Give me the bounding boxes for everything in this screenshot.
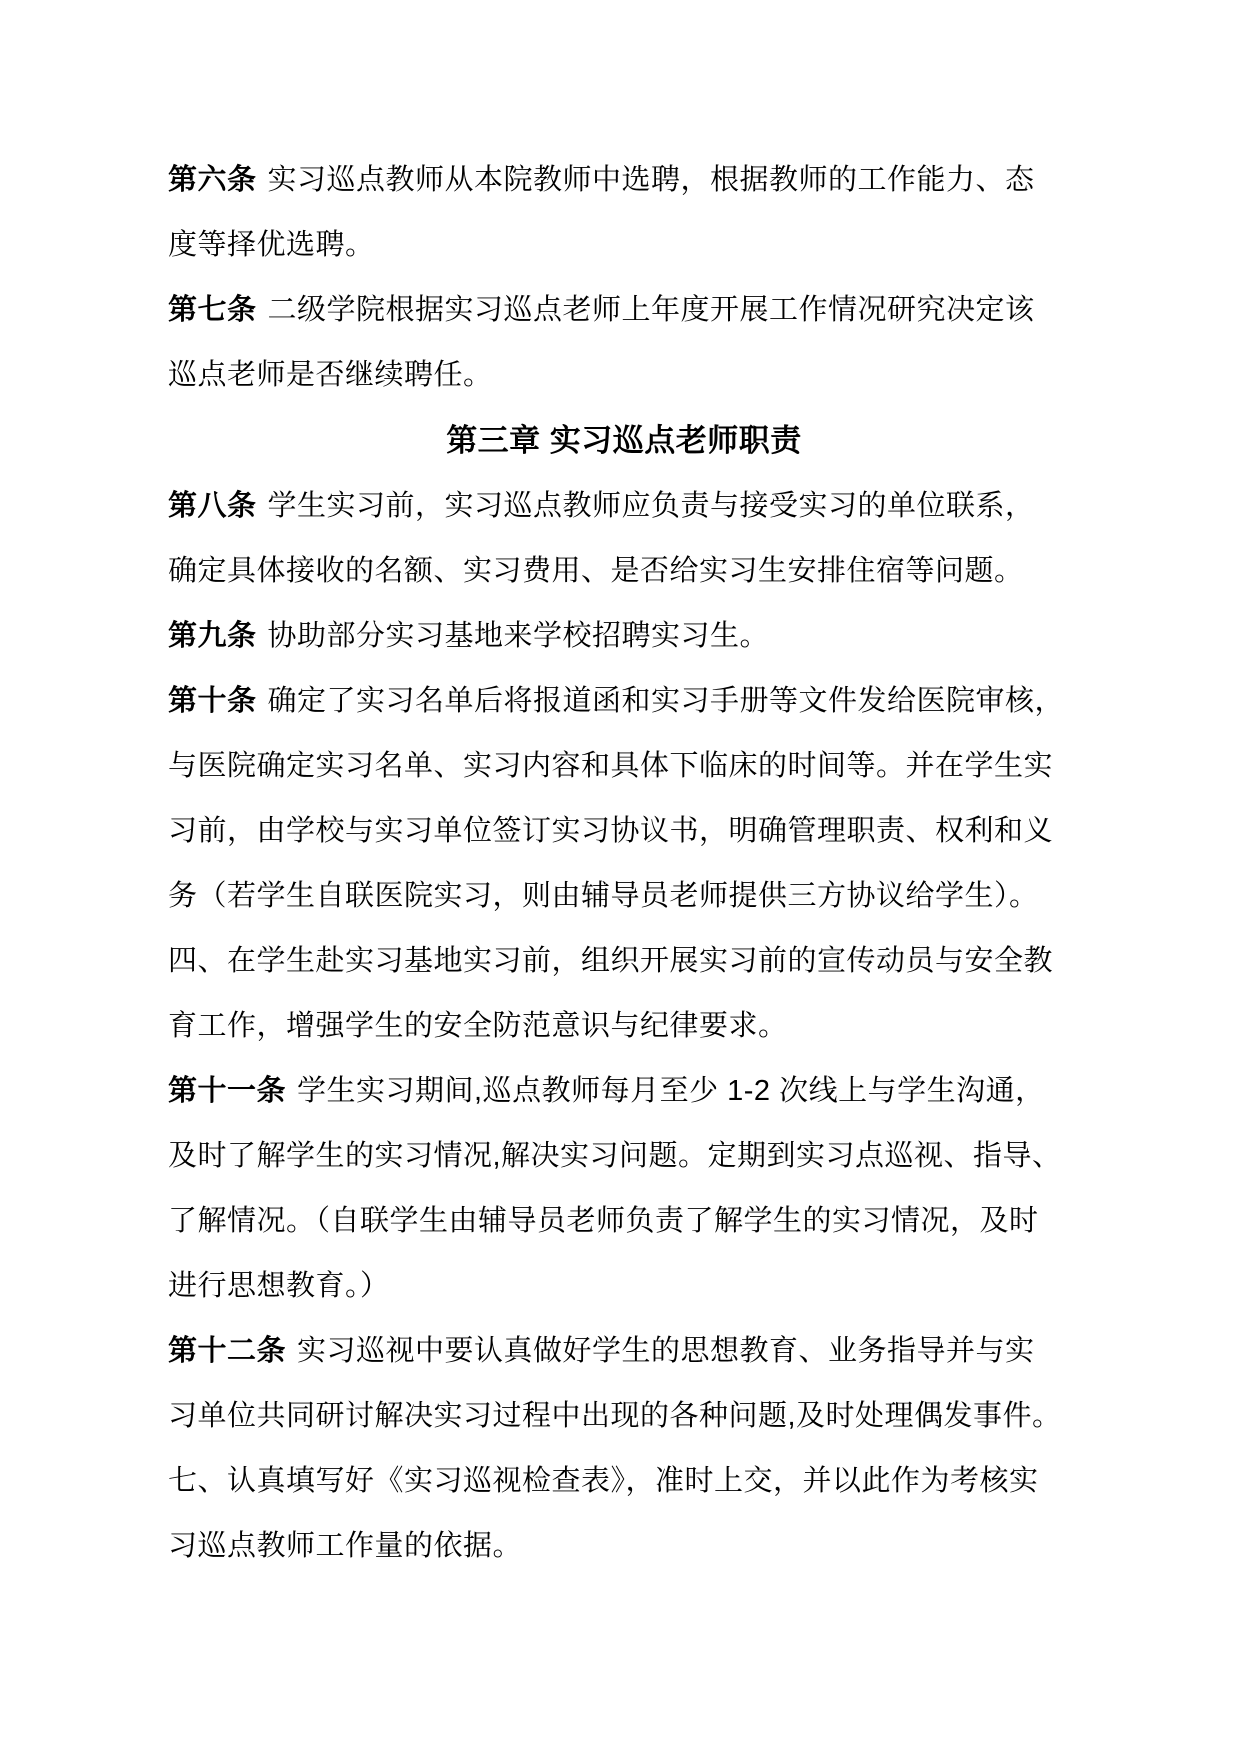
document-line [168, 474, 1080, 539]
article-label: 第六条 [168, 164, 257, 196]
article-label: 第八条 [168, 490, 257, 522]
document-line [168, 799, 1080, 864]
document-line [168, 343, 1080, 408]
line-text: 习前，由学校与实习单位签订实习协议书，明确管理职责、权利和义 [168, 815, 1054, 847]
line-text: 习巡点教师工作量的依据。 [168, 1530, 523, 1562]
chapter-heading: 第三章 实习巡点老师职责 [446, 423, 802, 458]
document-line [168, 1059, 1080, 1124]
line-text: 度等择优选聘。 [168, 229, 375, 261]
article-label: 第七条 [168, 294, 257, 326]
document-line [168, 734, 1080, 799]
line-text: 进行思想教育。） [168, 1270, 390, 1302]
line-text: 及时了解学生的实习情况,解决实习问题。定期到实习点巡视、指导、 [168, 1140, 1062, 1172]
document-line [168, 278, 1080, 343]
article-label: 第九条 [168, 620, 257, 652]
line-text: 协助部分实习基地来学校招聘实习生。 [267, 620, 770, 652]
line-text: 七、认真填写好《实习巡视检查表》，准时上交，并以此作为考核实 [168, 1465, 1039, 1497]
line-text: 了解情况。（自联学生由辅导员老师负责了解学生的实习情况，及时 [168, 1205, 1039, 1237]
document-line [168, 1189, 1080, 1254]
document-line [168, 1319, 1080, 1384]
document-body [168, 148, 1080, 1579]
article-label: 第十一条 [168, 1075, 287, 1107]
document-line [168, 539, 1080, 604]
document-line [168, 148, 1080, 213]
line-text: 四、在学生赴实习基地实习前，组织开展实习前的宣传动员与安全教 [168, 945, 1054, 977]
line-text: 确定具体接收的名额、实习费用、是否给实习生安排住宿等问题。 [168, 555, 1024, 587]
document-line [168, 1514, 1080, 1579]
line-text: 二级学院根据实习巡点老师上年度开展工作情况研究决定该 [267, 294, 1035, 326]
line-text: 务（若学生自联医院实习，则由辅导员老师提供三方协议给学生）。 [168, 880, 1039, 912]
line-text: 习单位共同研讨解决实习过程中出现的各种问题,及时处理偶发事件。 [168, 1400, 1062, 1432]
document-line [168, 1124, 1080, 1189]
article-label: 第十条 [168, 685, 257, 717]
document-line [168, 994, 1080, 1059]
line-text: 育工作，增强学生的安全防范意识与纪律要求。 [168, 1010, 788, 1042]
document-line [168, 929, 1080, 994]
line-text: 学生实习前，实习巡点教师应负责与接受实习的单位联系， [267, 490, 1035, 522]
line-text: 学生实习期间,巡点教师每月至少 1-2 次线上与学生沟通， [297, 1075, 1045, 1107]
line-text: 实习巡视中要认真做好学生的思想教育、业务指导并与实 [297, 1335, 1035, 1367]
line-text: 巡点老师是否继续聘任。 [168, 359, 493, 391]
article-label: 第十二条 [168, 1335, 287, 1367]
document-line [168, 1254, 1080, 1319]
document-line [168, 1449, 1080, 1514]
line-text: 实习巡点教师从本院教师中选聘，根据教师的工作能力、态 [267, 164, 1035, 196]
document-line [168, 213, 1080, 278]
document-line [168, 604, 1080, 669]
document-line [168, 1384, 1080, 1449]
document-line [168, 864, 1080, 929]
line-text: 确定了实习名单后将报道函和实习手册等文件发给医院审核， [267, 685, 1065, 717]
document-line [168, 669, 1080, 734]
line-text: 与医院确定实习名单、实习内容和具体下临床的时间等。并在学生实 [168, 750, 1054, 782]
